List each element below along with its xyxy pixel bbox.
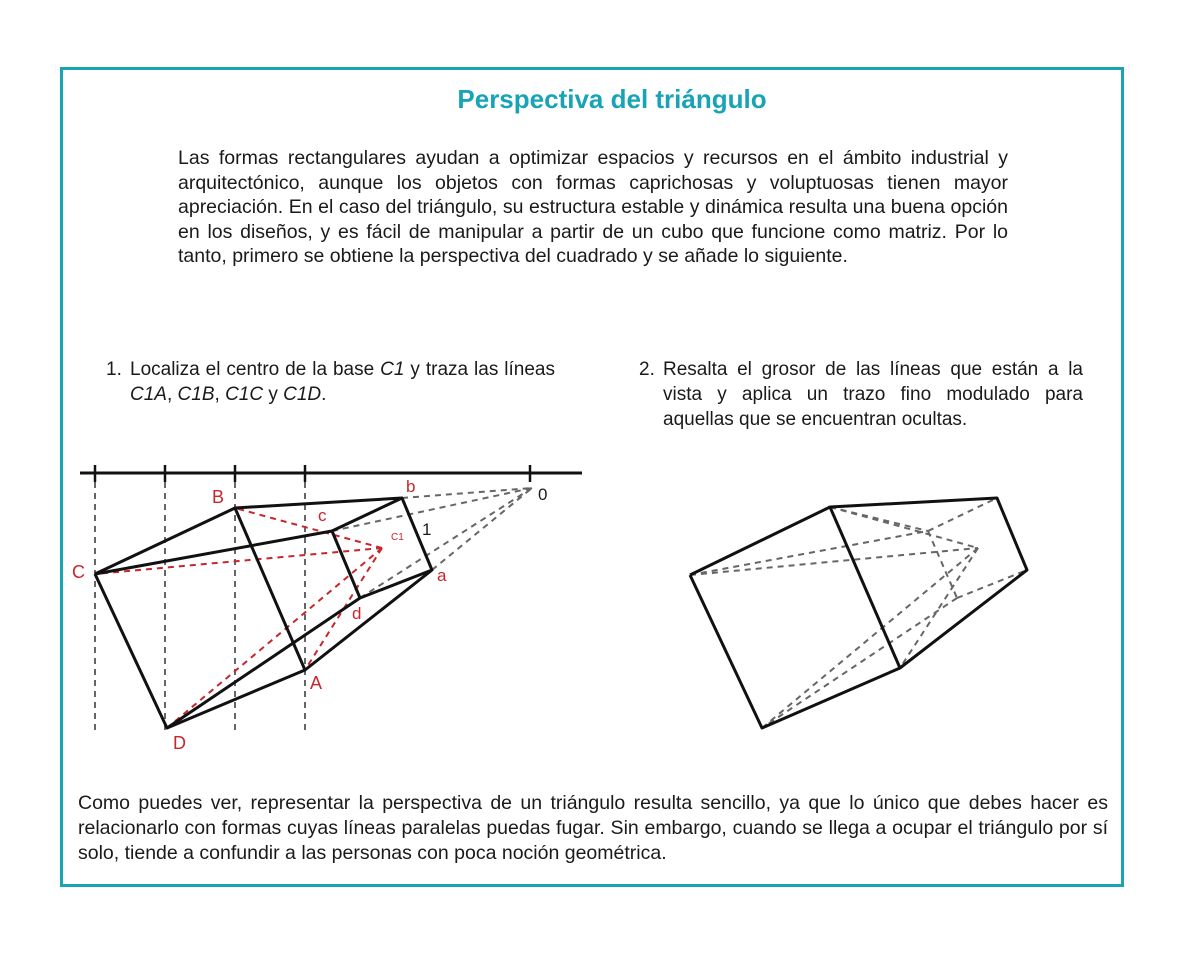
label-C: C [72, 562, 85, 582]
page-title: Perspectiva del triángulo [457, 84, 767, 114]
step-1-text-a: Localiza el centro de la base [130, 359, 381, 380]
label-c1: C1 [391, 532, 404, 543]
hidden-lines [690, 498, 1027, 728]
step-1-sep: , [214, 384, 226, 405]
step-1-sep: , [166, 384, 178, 405]
closing-paragraph: Como puedes ver, representar la perspectiva de un triángulo resulta sencillo, ya que lo único que debes hacer es relacionarlo con formas cuyas líneas paralelas puedas fugar. Sin embargo, cuando se llega a ocupar el triángulo por sí solo, tiende a confundir a las personas con poca noción geométrica. [78, 792, 1108, 864]
label-a: a [437, 566, 447, 585]
label-c: c [318, 506, 327, 525]
step-1-c1d: C1D [283, 384, 322, 405]
visible-edges [690, 498, 1027, 728]
vanishing-lines [332, 488, 532, 598]
right-diagram [690, 498, 1027, 728]
step-1-c1c: C1C [225, 384, 264, 405]
label-one: 1 [422, 520, 432, 539]
step-2-number: 2. [639, 359, 655, 380]
step-1-c1: C1 [380, 359, 405, 380]
step-1-text-b: y traza las líneas [404, 359, 555, 380]
label-zero: 0 [538, 485, 548, 504]
step-1-end: . [321, 384, 327, 405]
step-1-sep: y [263, 384, 284, 405]
step-1-number: 1. [106, 359, 122, 380]
step-1-c1a: C1A [130, 384, 167, 405]
intro-paragraph: Las formas rectangulares ayudan a optimizar espacios y recursos en el ámbito industrial y arquitectónico, aunque los objetos con formas caprichosas y voluptuosas tienen mayor apreciación. En el caso del triángulo, su estructura estable y dinámica resulta una buena opción en los diseños, y es fácil de manipular a partir de un cubo que funcione como matriz. Por lo tanto, primero se obtiene la perspectiva del cuadrado y se añade lo siguiente. [178, 147, 1008, 267]
label-d: d [352, 604, 362, 623]
label-D: D [173, 733, 186, 753]
c1-construction-lines [95, 498, 432, 728]
label-A: A [310, 673, 323, 693]
label-b: b [406, 477, 416, 496]
step-1-c1b: C1B [177, 384, 215, 405]
cube-edges [95, 498, 432, 728]
step-2-text: Resalta el grosor de las líneas que están a la vista y aplica un trazo fino modulado para aquellas que se encuentran ocultas. [663, 359, 1083, 430]
label-B: B [212, 487, 225, 507]
left-diagram [72, 465, 582, 753]
